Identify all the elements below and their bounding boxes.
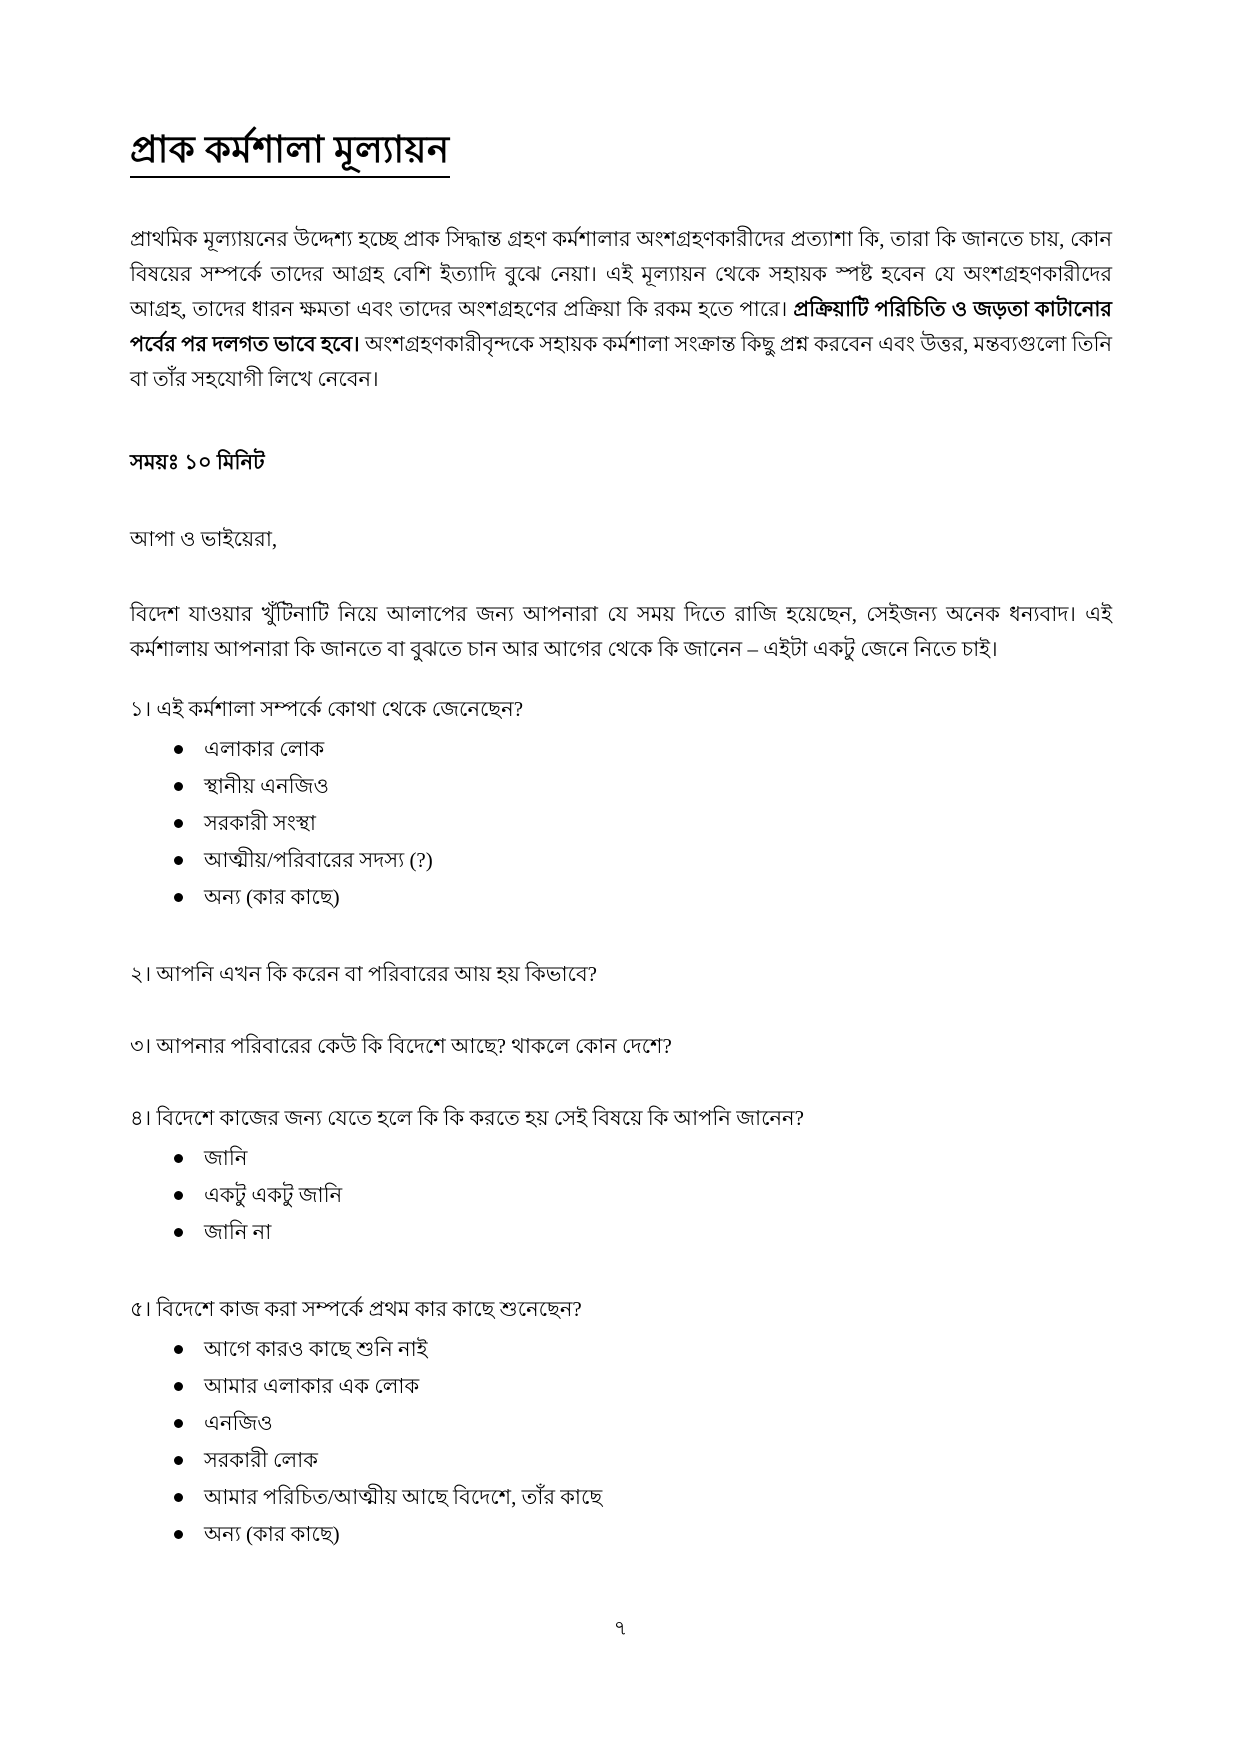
question-4: [130, 1104, 1112, 1251]
question-4-text: ৪। বিদেশে কাজের জন্য যেতে হলে কি কি করতে হয় সেই বিষয়ে কি আপনি জানেন?: [130, 1106, 804, 1131]
lead-paragraph: বিদেশ যাওয়ার খুঁটিনাটি নিয়ে আলাপের জন্য আপনারা যে সময় দিতে রাজি হয়েছেন, সেইজন্য অনেক ধন্যবাদ। এই কর্মশালায় আপনারা কি জানতে বা বুঝতে চান আর আগের থেকে কি জানেন – এইটা একটু জেনে নিতে চাই।: [130, 602, 1112, 662]
page-content: [130, 128, 1112, 1597]
list-item: এনজিও: [174, 1405, 1112, 1442]
list-item: আমার পরিচিত/আত্মীয় আছে বিদেশে, তাঁর কাছে: [174, 1479, 1112, 1516]
list-item: একটু একটু জানি: [174, 1177, 1112, 1214]
question-5-options: [130, 1331, 1112, 1553]
list-item: আগে কারও কাছে শুনি নাই: [174, 1331, 1112, 1368]
intro-text-normal-2: অংশগ্রহণকারীবৃন্দকে সহায়ক কর্মশালা সংক্রান্ত কিছু প্রশ্ন করবেন এবং উত্তর, মন্তব্যগুলো তিনি বা তাঁর সহযোগী লিখে নেবেন।: [130, 332, 1112, 392]
list-item: সরকারী লোক: [174, 1442, 1112, 1479]
list-item: অন্য (কার কাছে): [174, 879, 1112, 916]
list-item: জানি না: [174, 1214, 1112, 1251]
question-3-text: ৩। আপনার পরিবারের কেউ কি বিদেশে আছে? থাকলে কোন দেশে?: [130, 1034, 672, 1059]
question-2: [130, 960, 1112, 988]
question-2-text: ২। আপনি এখন কি করেন বা পরিবারের আয় হয় কিভাবে?: [130, 962, 597, 987]
question-1: [130, 695, 1112, 916]
page-title: প্রাক কর্মশালা মূল্যায়ন: [130, 128, 450, 178]
list-item: জানি: [174, 1140, 1112, 1177]
question-3: [130, 1032, 1112, 1060]
list-item: সরকারী সংস্থা: [174, 805, 1112, 842]
intro-text-bold: প্রক্রিয়াটি পরিচিতি ও জড়তা কাটানোর পর্বের পর দলগত ভাবে হবে।: [130, 297, 1112, 357]
intro-paragraph: [130, 222, 1112, 397]
salutation: আপা ও ভাইয়েরা,: [130, 527, 278, 552]
question-4-options: [130, 1140, 1112, 1251]
list-item: আমার এলাকার এক লোক: [174, 1368, 1112, 1405]
question-1-options: [130, 731, 1112, 916]
question-5: [130, 1295, 1112, 1553]
list-item: স্থানীয় এনজিও: [174, 768, 1112, 805]
list-item: আত্মীয়/পরিবারের সদস্য (?): [174, 842, 1112, 879]
list-item: অন্য (কার কাছে): [174, 1516, 1112, 1553]
page-number: ৭: [613, 1616, 628, 1640]
time-label: সময়ঃ ১০ মিনিট: [130, 450, 265, 475]
question-5-text: ৫। বিদেশে কাজ করা সম্পর্কে প্রথম কার কাছে শুনেছেন?: [130, 1297, 582, 1322]
intro-text-normal-1: প্রাথমিক মূল্যায়নের উদ্দেশ্য হচ্ছে প্রাক সিদ্ধান্ত গ্রহণ কর্মশালার অংশগ্রহণকারীদের প্রত্যাশা কি, তারা কি জানতে চায়, কোন বিষয়ের সম্পর্কে তাদের আগ্রহ বেশি ইত্যাদি বুঝে নেয়া। এই মূল্যায়ন থেকে সহায়ক স্পষ্ট হবেন যে অংশগ্রহণকারীদের আগ্রহ, তাদের ধারন ক্ষমতা এবং তাদের অংশগ্রহণের প্রক্রিয়া কি রকম হতে পারে।: [130, 227, 1112, 322]
question-1-text: ১। এই কর্মশালা সম্পর্কে কোথা থেকে জেনেছেন?: [130, 697, 524, 722]
list-item: এলাকার লোক: [174, 731, 1112, 768]
